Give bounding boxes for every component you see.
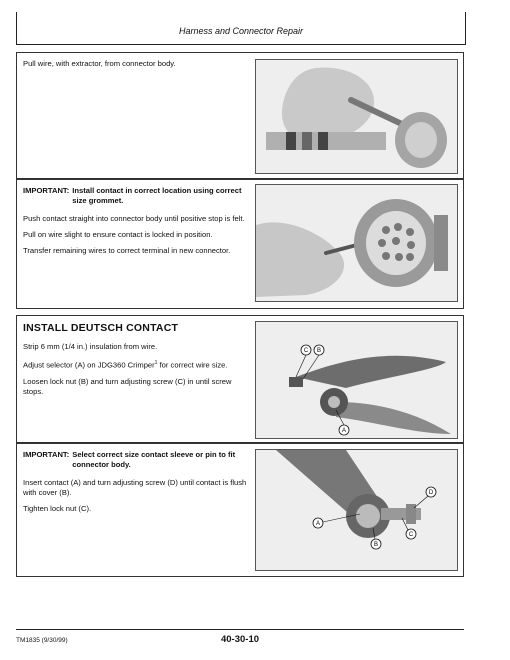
- callout-d: D: [428, 490, 434, 496]
- callout-c-2: C: [408, 532, 414, 538]
- callout-a-2: A: [315, 521, 321, 527]
- footer-page-number: 40-30-10: [220, 634, 260, 645]
- photo-adjust-screw: [255, 449, 458, 571]
- footer-divider: [16, 629, 464, 630]
- connector-illustration: [256, 185, 458, 302]
- callout-a-1: A: [341, 428, 347, 434]
- step-push-contact: Push contact straight into connector body until positive stop is felt.: [23, 214, 245, 223]
- adjust-text-b: for correct wire size.: [157, 360, 228, 370]
- insert-text: [23, 450, 249, 520]
- footer-doc-id: TM1835 (9/30/99): [16, 637, 68, 644]
- callout-b-2: B: [373, 542, 379, 548]
- page-header: [16, 12, 466, 45]
- important-note: [23, 186, 247, 206]
- important-text-2: Select correct size contact sleeve or pin to fit connector body.: [72, 450, 236, 469]
- important-note-2: [23, 450, 249, 470]
- important-label-2: IMPORTANT:: [23, 450, 70, 459]
- important-text: Install contact in correct location using correct size grommet.: [72, 186, 242, 205]
- callout-b-1: B: [316, 348, 322, 354]
- photo-extractor: [255, 59, 458, 174]
- step-insert-contact: Insert contact (A) and turn adjusting screw (D) until contact is flush with cover (B).: [23, 478, 247, 497]
- step-pull-on-wire: Pull on wire slight to ensure contact is locked in position.: [23, 230, 213, 239]
- header-title: Harness and Connector Repair: [178, 26, 304, 36]
- step-transfer-wires: Transfer remaining wires to correct terminal in new connector.: [23, 246, 231, 255]
- adjust-screw-illustration: [256, 450, 458, 571]
- install-text: [23, 322, 249, 403]
- important-box: [23, 186, 247, 262]
- photo-insert-contact: [255, 184, 458, 302]
- step-loosen-nut: Loosen lock nut (B) and turn adjusting screw (C) in until screw stops.: [23, 376, 232, 396]
- section-title: INSTALL DEUTSCH CONTACT: [23, 322, 179, 334]
- adjust-text-a: Adjust selector (A) on JDG360 Crimper: [23, 360, 155, 370]
- crimper-illustration: [256, 322, 458, 439]
- step-tighten-nut: Tighten lock nut (C).: [23, 504, 92, 513]
- important-label: IMPORTANT:: [23, 186, 70, 195]
- callout-c-1: C: [303, 348, 309, 354]
- photo-crimper: [255, 321, 458, 439]
- extractor-illustration: [256, 60, 458, 174]
- step-adjust-selector: [23, 358, 249, 371]
- step-strip-insulation: Strip 6 mm (1/4 in.) insulation from wire.: [23, 342, 158, 351]
- footnote-marker: 1: [154, 360, 158, 366]
- step-pull-wire: Pull wire, with extractor, from connector body.: [23, 59, 176, 68]
